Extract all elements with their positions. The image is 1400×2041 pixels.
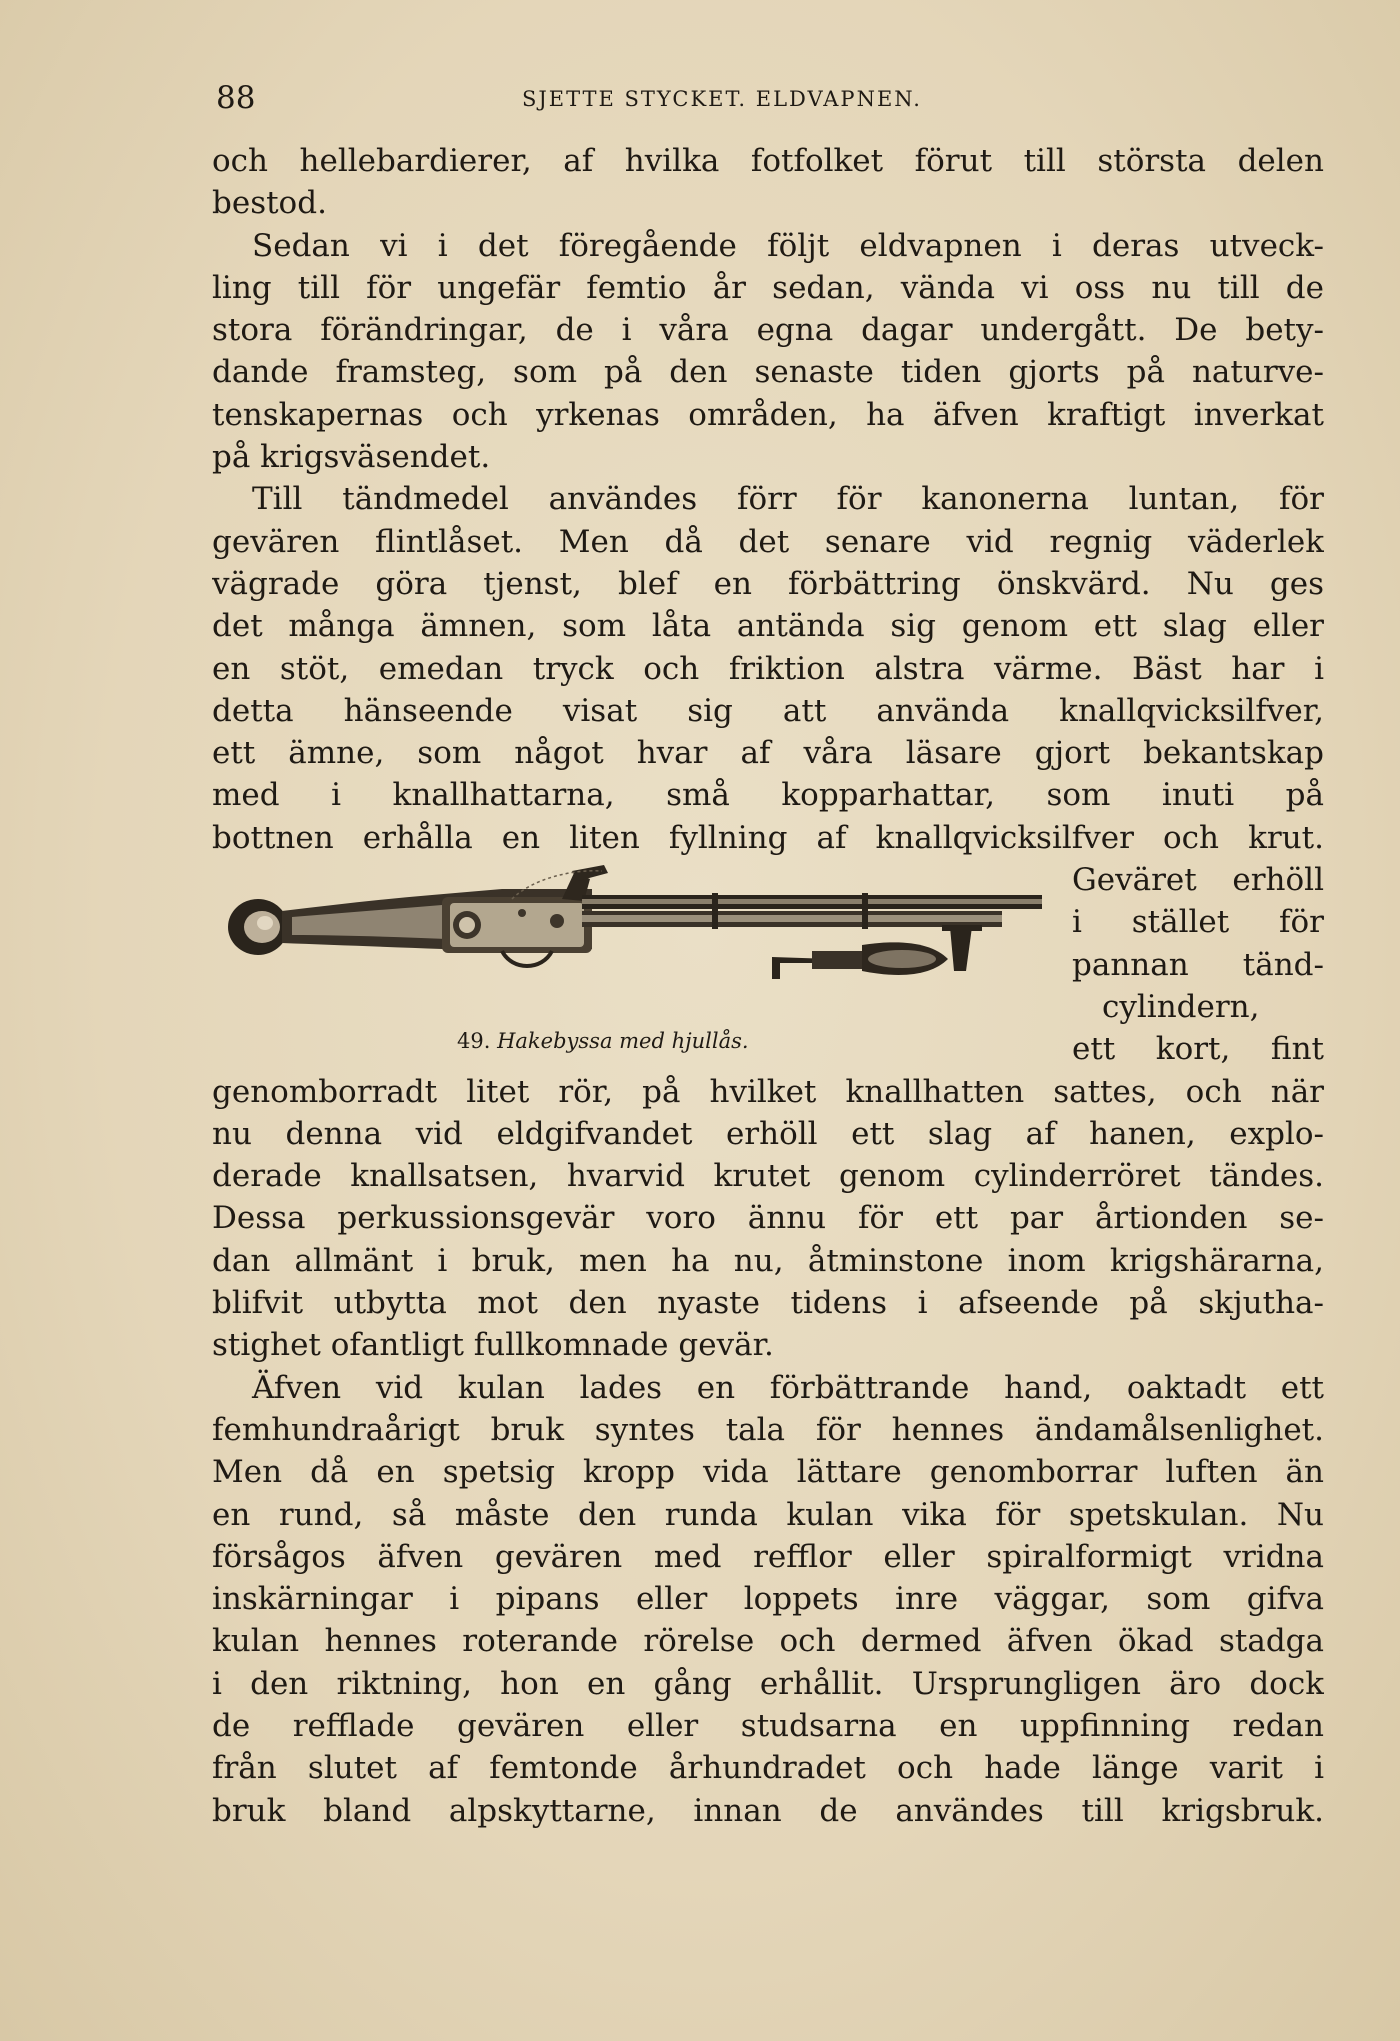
text-line: i stället för: [1072, 904, 1324, 941]
text-line: Geväret erhöll: [1072, 862, 1324, 899]
text-line: dande framsteg, som på den senaste tiden gjorts på naturve-: [212, 354, 1324, 391]
text-line: tenskapernas och yrkenas områden, ha äfven kraftigt inverkat: [212, 396, 1324, 433]
text-line: ett kort, fint: [1072, 1031, 1324, 1068]
text-line: de refflade gevären eller studsarna en uppfinning redan: [212, 1708, 1324, 1744]
text-line: derade knallsatsen, hvarvid krutet genom cylinderröret tändes.: [212, 1158, 1324, 1195]
text-line: Men då en spetsig kropp vida lättare genomborrar luften än: [212, 1454, 1324, 1491]
text-line: ett ämne, som något hvar af våra läsare gjort bekantskap: [212, 735, 1324, 772]
text-line: med i knallhattarna, små kopparhattar, som inuti på: [212, 777, 1324, 814]
figure-caption-text: Hakebyssa med hjullås.: [497, 1029, 749, 1054]
text-line: bottnen erhålla en liten fyllning af knallqvicksilfver och krut.: [212, 819, 1324, 856]
body-text: [212, 140, 1324, 1832]
text-line: detta hänseende visat sig att använda knallqvicksilfver,: [212, 692, 1324, 729]
text-line: pannan tänd-: [1072, 946, 1324, 983]
text-line: vägrade göra tjenst, blef en förbättring önskvärd. Nu ges: [212, 565, 1324, 602]
text-line: försågos äfven gevären med refflor eller spiralformigt vridna: [212, 1538, 1324, 1575]
text-line: och hellebardierer, af hvilka fotfolket förut till största delen: [212, 143, 1324, 179]
running-head: SJETTE STYCKET. ELDVAPNEN.: [522, 87, 922, 111]
text-line: det många ämnen, som låta antända sig genom ett slag eller: [212, 608, 1324, 645]
text-line: ling till för ungefär femtio år sedan, vända vi oss nu till de: [212, 269, 1324, 306]
text-line: inskärningar i pipans eller loppets inre väggar, som gifva: [212, 1581, 1324, 1618]
text-line: cylindern,: [1102, 988, 1260, 1025]
figure-row: [212, 859, 1324, 1071]
text-line: genomborradt litet rör, på hvilket knallhatten sattes, och när: [212, 1073, 1324, 1110]
text-line: stora förändringar, de i våra egna dagar undergått. De bety-: [212, 312, 1324, 349]
page-header: [212, 80, 1322, 120]
text-line: på krigsväsendet.: [212, 439, 491, 476]
wheellock-arquebus-icon: [212, 859, 1052, 1029]
text-line: femhundraårigt bruk syntes tala för hennes ändamålsenlighet.: [212, 1411, 1324, 1448]
figure-number: 49.: [457, 1029, 491, 1054]
text-line: Dessa perkussionsgevär voro ännu för ett par årtionden se-: [212, 1200, 1324, 1237]
figure-caption: [457, 1029, 749, 1053]
side-text: [1072, 859, 1324, 1070]
text-line: Sedan vi i det föregående följt eldvapnen i deras utveck-: [252, 227, 1324, 264]
text-line: blifvit utbytta mot den nyaste tidens i afseende på skjutha-: [212, 1285, 1324, 1322]
page-number: 88: [216, 80, 256, 116]
text-line: en stöt, emedan tryck och friktion alstra värme. Bäst har i: [212, 650, 1324, 687]
text-line: nu denna vid eldgifvandet erhöll ett slag af hanen, explo-: [212, 1115, 1324, 1152]
text-line: från slutet af femtonde århundradet och hade länge varit i: [212, 1750, 1324, 1787]
text-line: stighet ofantligt fullkomnade gevär.: [212, 1327, 774, 1364]
text-line: i den riktning, hon en gång erhållit. Ursprungligen äro dock: [212, 1665, 1324, 1702]
text-line: en rund, så måste den runda kulan vika för spetskulan. Nu: [212, 1496, 1324, 1533]
text-line: bruk bland alpskyttarne, innan de användes till krigsbruk.: [212, 1792, 1324, 1829]
text-line: dan allmänt i bruk, men ha nu, åtminstone inom krigshärarna,: [212, 1242, 1324, 1279]
text-line: gevären flintlåset. Men då det senare vid regnig väderlek: [212, 523, 1324, 560]
text-line: bestod.: [212, 185, 327, 222]
text-line: Till tändmedel användes förr för kanonerna luntan, för: [252, 481, 1324, 518]
figure-49: [212, 859, 1052, 1070]
text-line: kulan hennes roterande rörelse och dermed äfven ökad stadga: [212, 1623, 1324, 1660]
text-line: Äfven vid kulan lades en förbättrande hand, oaktadt ett: [252, 1369, 1324, 1406]
